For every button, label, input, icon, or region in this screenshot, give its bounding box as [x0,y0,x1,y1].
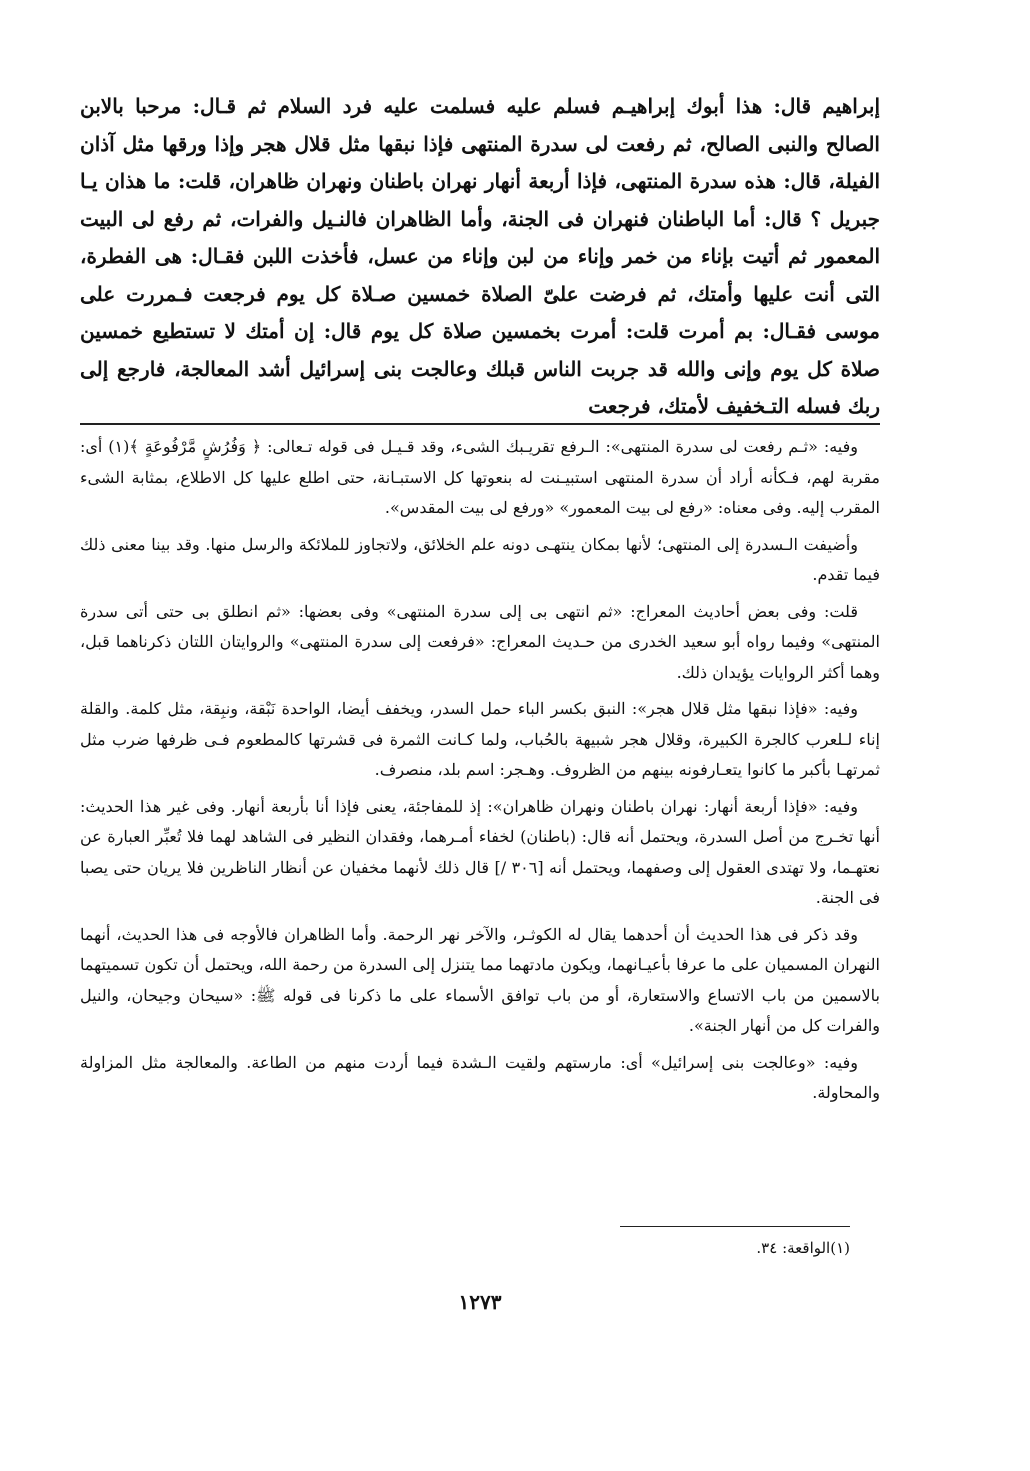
commentary-paragraph: قلت: وفى بعض أحاديث المعراج: «ثم انتهى بى إلى سدرة المنتهى» وفى بعضها: «ثم انطلق بى حتى أتى سدرة المنتهى» وفيما رواه أبو سعيد الخدرى من حـديث المعراج: «فرفعت إلى سدرة المنتهى» والروايتان اللتان ذكرناهما قبل، وهما أكثر الروايات يؤيدان ذلك. [80,601,880,682]
main-paragraph: إبراهيم قال: هذا أبوك إبراهيـم فسلم عليه فسلمت عليه فرد السلام ثم قـال: مرحبا بالابن الصالح والنبى الصالح، ثم رفعت لى سدرة المنتهى فإذا نبقها مثل قلال هجر وإذا ورقها مثل آذان الفيلة، قال: هذه سدرة المنتهى، فإذا أربعة أنهار نهران باطنان ونهران ظاهران، قلت: ما هذان يـا جبريل ؟ قال: أما الباطنان فنهران فى الجنة، وأما الظاهران فالنـيل والفرات، ثم رفع لى البيت المعمور ثم أتيت بإناء من خمر وإناء من لبن وإناء من عسل، فأخذت اللبن فقـال: هى الفطرة، التى أنت عليها وأمتك، ثم فرضت علىّ الصلاة خمسين صـلاة كل يوم فرجعت فـمررت على موسى فقـال: بم أمرت قلت: أمرت بخمسين صلاة كل يوم قال: إن أمتك لا تستطيع خمسين صلاة كل يوم وإنى والله قد جربت الناس قبلك وعالجت بنى إسرائيل أشد المعالجة، فارجع إلى ربك فسله التـخفيف لأمتك، فرجعت [80,94,881,418]
main-text-block [80,88,880,426]
page-number: ١٢٧٣ [458,1290,502,1314]
footnote: (١)الواقعة: ٣٤. [756,1239,850,1257]
commentary-paragraph: وقد ذكر فى هذا الحديث أن أحدهما يقال له الكوثـر، والآخر نهر الرحمة. وأما الظاهران فالأوجه فى هذا الحديث، أنهما النهران المسميان على ما عرفا بأعيـانهما، ويكون مادتهما مما يتنزل إلى السدرة من رحمة الله، ويحتمل أن تكون تسميتهما بالاسمين من باب الاتساع والاستعارة، أو من باب توافق الأسماء على ما ذكرنا فى قوله ﷺ: «سيحان وجيحان، والنيل والفرات كل من أنهار الجنة». [80,924,880,1035]
commentary-paragraph: وفيه: «وعالجت بنى إسرائيل» أى: مارستهم ولقيت الـشدة فيما أردت منهم من الطاعة. والمعالجة مثل المزاولة والمحاولة. [80,1052,880,1102]
commentary-block [80,432,880,1115]
commentary-paragraph: وفيه: «فإذا أربعة أنهار: نهران باطنان ونهران ظاهران»: إذ للمفاجئة، يعنى فإذا أنا بأربعة أنهار. وفى غير هذا الحديث: أنها تخـرج من أصل السدرة، ويحتمل أنه قال: (باطنان) لخفاء أمـرهما، وفقدان النظير فى الشاهد لهما فلا تُعبِّر العبارة عن نعتهـما، ولا تهتدى العقول إلى وصفهما، ويحتمل أنه [٣٠٦ /] قال ذلك لأنهما مخفيان عن أنظار الناظرين فلا يريان حتى يصبا فى الجنة. [80,796,881,907]
section-divider [80,423,880,425]
commentary-paragraph: وفيه: «فإذا نبقها مثل قلال هجر»: النبق بكسر الباء حمل السدر، ويخفف أيضا، الواحدة نَبْقة، ونبِقة، مثل كلمة. والقلة إناء لـلعرب كالجرة الكبيرة، وقلال هجر شبيهة بالحُباب، ولما كـانت الثمرة فى قشرتها كالمطعوم فـى ظرفها ضرب مثل ثمرتهـا بأكبر ما كانوا يتعـارفونه بينهم من الظروف. وهـجر: اسم بلد، منصرف. [80,699,880,779]
commentary-paragraph: وفيه: «ثـم رفعت لى سدرة المنتهى»: الـرفع تقريـبك الشىء، وقد قـيـل فى قوله تـعالى: ﴿ وَفُرُشٍ مَّرْفُوعَةٍ ﴾(١) أى: مقربة لهم، فـكأنه أراد أن سدرة المنتهى استبيـنت له بنعوتها كل الاستبـانة، حتى اطلع عليها كل الاطلاع، بمثابة الشىء المقرب إليه. وفى معناه: «رفع لى بيت المعمور» «ورفع لى بيت المقدس». [80,437,880,517]
footnote-divider [620,1226,850,1227]
commentary-paragraph: وأضيفت الـسدرة إلى المنتهى؛ لأنها بمكان ينتهـى دونه علم الخلائق، ولاتجاوز للملائكة والرسل منها. وقد بينا معنى ذلك فيما تقدم. [80,534,880,584]
